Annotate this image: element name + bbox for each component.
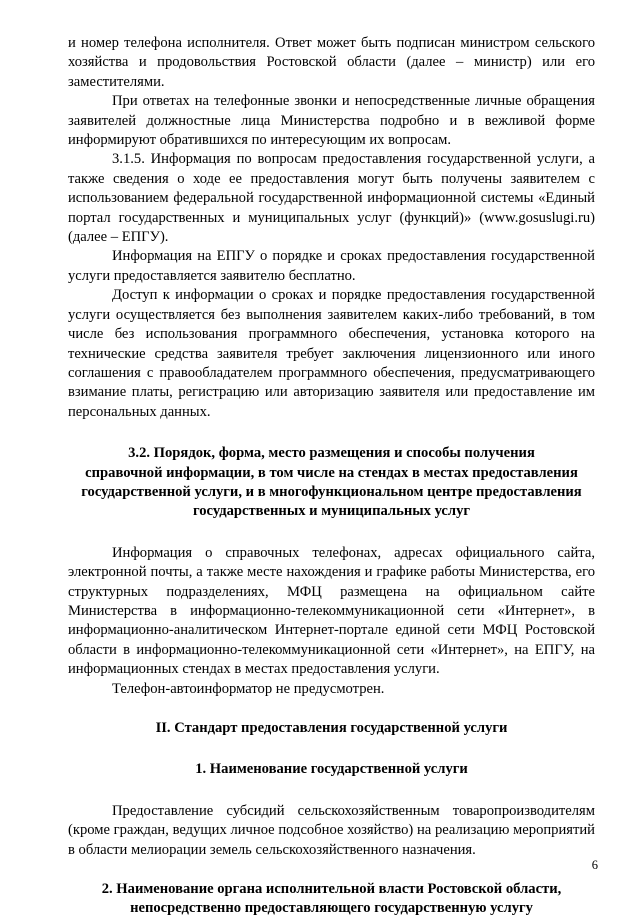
- heading-service-name: 1. Наименование государственной услуги: [195, 761, 468, 778]
- paragraph-3-1-5: 3.1.5. Информация по вопросам предоставления государственной услуги, а также сведения о ходе ее предоставления могут быть получены заявителем с использованием федеральной государственной информационной системы «Единый портал государственных и муниципальных услуг (функций)» (www.gosuslugi.ru) (далее – ЕПГУ).: [68, 151, 595, 246]
- heading-3-2-line1: 3.2. Порядок, форма, место размещения и способы получения: [128, 445, 535, 462]
- heading-3-2-line4: государственных и муниципальных услуг: [192, 503, 471, 520]
- paragraph-autoinformer: Телефон-автоинформатор не предусмотрен.: [112, 680, 385, 697]
- paragraph-epgu-free: Информация на ЕПГУ о порядке и сроках предоставления государственной услуги предоставляется заявителю бесплатно.: [68, 248, 595, 284]
- paragraph-reference-info: Информация о справочных телефонах, адресах официального сайта, электронной почты, а также месте нахождения и графике работы Министерства, его структурных подразделениях, МФЦ размещена на официальном сайте Министерства в информационно-телекоммуникационной сети «Интернет», в информационно-аналитическом Интернет-портале единой сети МФЦ Ростовской области в информационно-телекоммуникационной сети «Интернет», на ЕПГУ, на информационных стендах в местах предоставления услуги.: [68, 544, 595, 678]
- page-number: 6: [591, 858, 598, 872]
- heading-authority: [68, 880, 595, 919]
- paragraph-phone-calls: При ответах на телефонные звонки и непосредственные личные обращения заявителей должностные лица Министерства подробно и в вежливой форме информируют обратившихся по интересующим их вопросам.: [68, 93, 595, 149]
- heading-3-2-line2: справочной информации, в том числе на стендах в местах предоставления: [85, 464, 578, 481]
- paragraph-service-description: Предоставление субсидий сельскохозяйственным товаропроизводителям (кроме граждан, ведущих личное подсобное хозяйство) на реализацию мероприятий в области мелиорации земель сельскохозяйственного назначения.: [68, 802, 595, 858]
- paragraph-continuation: и номер телефона исполнителя. Ответ может быть подписан министром сельского хозяйства и продовольствия Ростовской области (далее – министр) или его заместителями.: [68, 35, 595, 90]
- paragraph-access: Доступ к информации о сроках и порядке предоставления государственной услуги осуществляется без выполнения заявителем каких-либо требований, в том числе без использования программного обеспечения, установка которого на технические средства заявителя требует заключения лицензионного или иного соглашения с правообладателем программного обеспечения, предусматривающего взимание платы, регистрацию или авторизацию заявителя или предоставление им персональных данных.: [68, 287, 595, 420]
- heading-authority-line1: 2. Наименование органа исполнительной власти Ростовской области,: [101, 881, 562, 898]
- heading-section-ii: II. Стандарт предоставления государственной услуги: [155, 720, 508, 736]
- heading-3-2-line3: государственной услуги, и в многофункциональном центре предоставления: [81, 483, 582, 500]
- heading-authority-line2: непосредственно предоставляющего государственную услугу: [130, 900, 533, 917]
- page-content: [68, 34, 595, 919]
- heading-3-2: [68, 444, 595, 522]
